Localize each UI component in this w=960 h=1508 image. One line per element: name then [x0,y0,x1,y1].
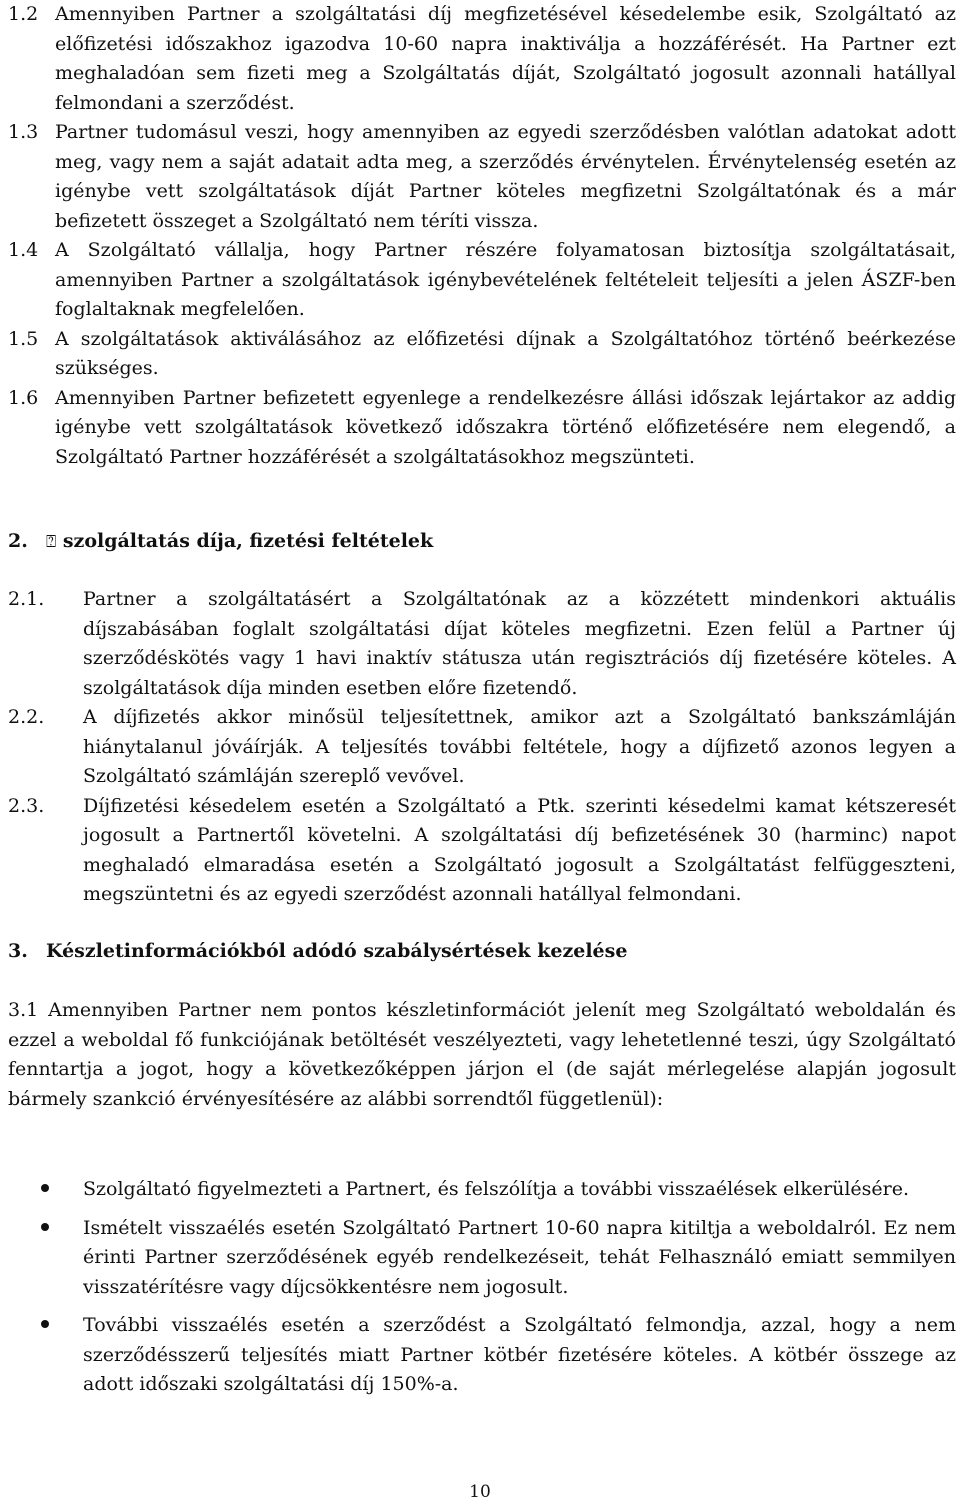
clause-text: Partner a szolgáltatásért a Szolgáltatónak az a közzétett mindenkori aktuális díjszabásában foglalt szolgáltatási díjat köteles megfizetni. Ezen felül a Partner új szerződéskötés vagy 1 havi inaktív státusza után regisztrációs díj fizetésére köteles. A szolgáltatások díja minden esetben előre fizetendő. [83,588,956,699]
section-number: 3. [8,940,28,962]
clause-text: A Szolgáltató vállalja, hogy Partner részére folyamatosan biztosítja szolgáltatásait, amennyiben Partner a szolgáltatások igénybevételének feltételeit teljesíti a jelen ÁSZF-ben foglaltaknak megfelelően. [55,239,956,320]
clause-text: Díjfizetési késedelem esetén a Szolgáltató a Ptk. szerinti késedelmi kamat kétszeresét jogosult a Partnertől követelni. A szolgáltatási díj befizetésének 30 (harminc) napot meghaladó elmaradása esetén a Szolgáltató jogosult a Szolgáltatást felfüggeszteni, megszüntetni és az egyedi szerződést azonnali hatállyal felmondani. [83,794,956,905]
clause-number: 1.6 [8,386,39,409]
clause-number: 1.4 [8,239,39,261]
bullet-icon [8,1175,83,1205]
list-item [8,1311,956,1400]
clause-number: 2.1. [8,588,45,610]
clause-text: Amennyiben Partner a szolgáltatási díj megfizetésével késedelembe esik, Szolgáltató az előfizetési időszakhoz igazodva 10-60 napra inaktiválja a hozzáférését. Ha Partner ezt meghaladóan sem fizeti meg a Szolgáltatás díját, Szolgáltató jogosult azonnali hatállyal felmondani a szerződést. [55,3,956,114]
clause-1-6 [8,384,956,473]
bullet-text: Szolgáltató figyelmezteti a Partnert, és felszólítja a további visszaélések elkerülésére. [83,1178,910,1200]
clause-1-3 [8,118,956,236]
clause-number: 1.2 [8,3,39,25]
missing-glyph-box: ⍰ [46,532,57,552]
bullet-text: Ismételt visszaélés esetén Szolgáltató Partnert 10-60 napra kitiltja a weboldalról. Ez nem érinti Partner szerződésének egyéb rendelkezéseit, tehát Felhasználó emiatt semmilyen visszatérítésre vagy díjcsökkentésre nem jogosult. [83,1216,956,1298]
clause-number: 1.3 [8,121,39,143]
section-3-heading [8,937,956,967]
clause-2-2 [8,703,956,792]
section-1-items [8,0,956,472]
list-item [8,1175,956,1205]
section-title: szolgáltatás díja, fizetési feltételek [62,530,434,552]
list-item [8,1214,956,1303]
section-title: Készletinformációkból adódó szabálysértések kezelése [46,940,628,962]
clause-text: A díjfizetés akkor minősül teljesítettnek, amikor azt a Szolgáltató bankszámláján hiánytalanul jóváírják. A teljesítés további feltétele, hogy a díjfizető azonos legyen a Szolgáltató számláján szereplő vevővel. [83,706,956,787]
section-3-bullets [8,1175,956,1409]
clause-1-5 [8,325,956,384]
page-number: 10 [469,1482,491,1502]
clause-2-1 [8,585,956,703]
clause-1-2 [8,0,956,118]
section-number: 2. [8,530,28,552]
bullet-icon [8,1214,83,1303]
clause-3-1: 3.1 Amennyiben Partner nem pontos készletinformációt jelenít meg Szolgáltató weboldalán és ezzel a weboldal fő funkciójának betöltését veszélyezteti, vagy lehetetlenné teszi, úgy Szolgáltató fenntartja a jogot, hogy a következőképpen járjon el (de saját mérlegelése alapján jogosult bármely szankció érvényesítésére az alábbi sorrendtől függetlenül): [8,999,956,1110]
section-2-items [8,585,956,910]
clause-number: 2.3. [8,794,45,817]
section-title-wrap [46,527,956,558]
bullet-icon [8,1311,83,1400]
clause-number: 2.2. [8,706,45,728]
bullet-text: További visszaélés esetén a szerződést a Szolgáltató felmondja, azzal, hogy a nem szerződésszerű teljesítés miatt Partner kötbér fizetésére köteles. A kötbér összege az adott időszaki szolgáltatási díj 150%-a. [83,1314,956,1395]
clause-number: 1.5 [8,327,39,350]
clause-text: Partner tudomásul veszi, hogy amennyiben az egyedi szerződésben valótlan adatokat adott meg, vagy nem a saját adatait adta meg, a szerződés érvénytelen. Érvénytelenség esetén az igénybe vett szolgáltatások díját Partner köteles megfizetni Szolgáltatónak és a már befizetett összeget a Szolgáltató nem téríti vissza. [55,121,956,232]
bullet-list [8,1175,956,1400]
clause-text: Amennyiben Partner befizetett egyenlege a rendelkezésre állási időszak lejártakor az addig igénybe vett szolgáltatások következő időszakra történő előfizetésére nem elegendő, a Szolgáltató Partner hozzáférését a szolgáltatásokhoz megszünteti. [55,386,956,468]
section-2-heading [8,527,956,558]
clause-text: A szolgáltatások aktiválásához az előfizetési díjnak a Szolgáltatóhoz történő beérkezése szükséges. [55,327,956,379]
clause-1-4 [8,236,956,325]
clause-2-3 [8,792,956,910]
